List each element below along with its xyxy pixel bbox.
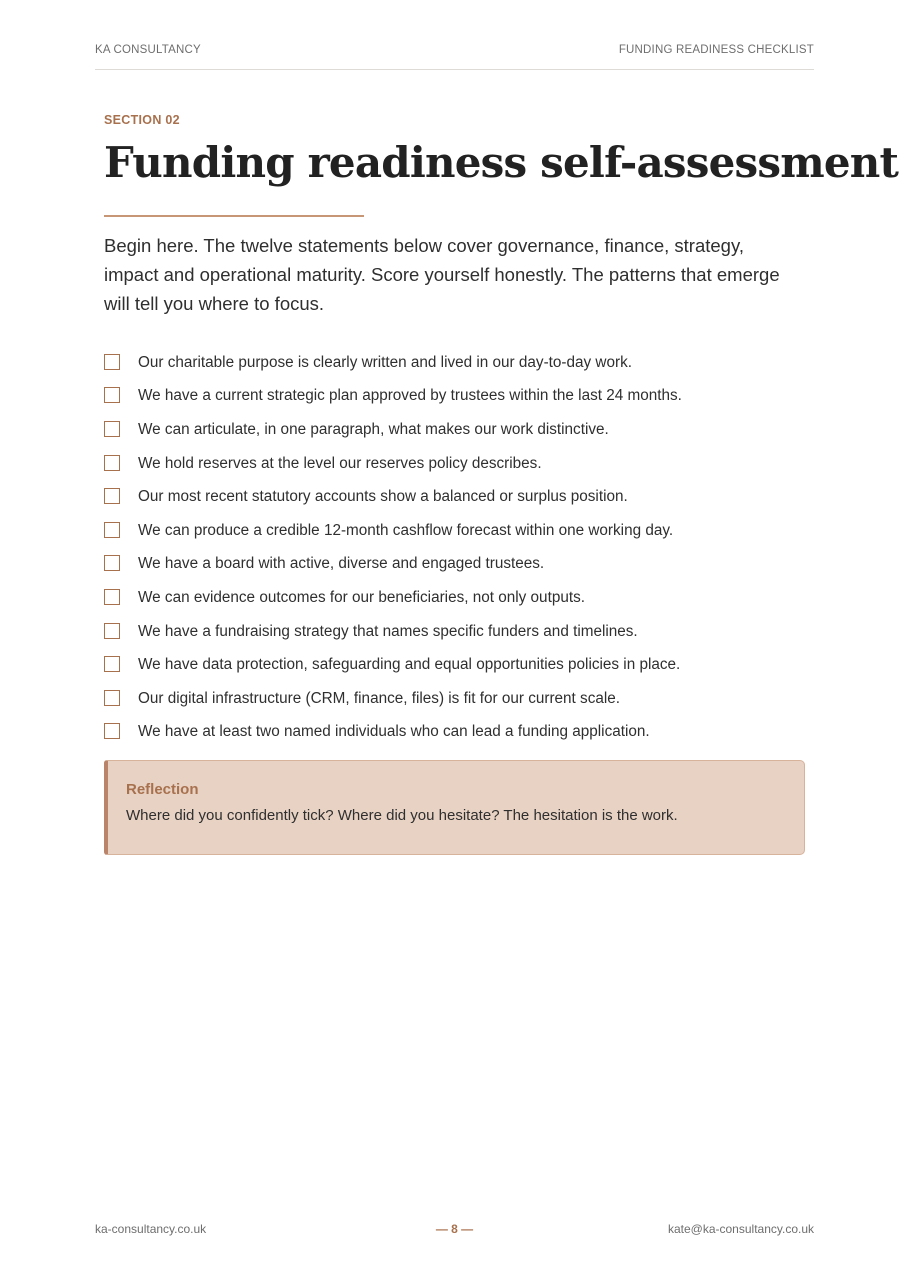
checkbox-12[interactable] (104, 723, 120, 739)
checkbox-11[interactable] (104, 690, 120, 706)
checklist-item-text: We can articulate, in one paragraph, what makes our work distinctive. (138, 420, 609, 438)
checklist-item (104, 548, 809, 582)
checkbox-7[interactable] (104, 555, 120, 571)
checklist-item-text: We hold reserves at the level our reserves policy describes. (138, 454, 542, 472)
checkbox-10[interactable] (104, 656, 120, 672)
checklist-item-text: We have data protection, safeguarding and equal opportunities policies in place. (138, 656, 681, 674)
checklist-item (104, 514, 809, 548)
intro-paragraph: Begin here. The twelve statements below cover governance, finance, strategy, impact and operational maturity. Score yourself honestly. The patterns that emerge will tell you where to focus. (104, 235, 780, 314)
header-brand: KA CONSULTANCY (95, 44, 201, 56)
checklist-item-text: We have at least two named individuals who can lead a funding application. (138, 723, 650, 741)
checkbox-1[interactable] (104, 354, 120, 370)
checklist-item (104, 413, 809, 447)
checklist-item-text: We have a current strategic plan approved by trustees within the last 24 months. (138, 387, 682, 405)
checklist-item (104, 615, 809, 649)
checklist-item-text: Our charitable purpose is clearly written and lived in our day-to-day work. (138, 353, 632, 371)
checkbox-3[interactable] (104, 421, 120, 437)
checklist-item (104, 716, 809, 750)
reflection-title: Reflection (126, 781, 199, 798)
checklist-item-text: Our digital infrastructure (CRM, finance, files) is fit for our current scale. (138, 689, 621, 707)
self-assessment-checklist (104, 346, 809, 749)
section-label: SECTION 02 (104, 113, 180, 127)
checklist-item-text: We have a board with active, diverse and engaged trustees. (138, 555, 545, 573)
checklist-item-text: Our most recent statutory accounts show a balanced or surplus position. (138, 488, 628, 506)
checklist-item (104, 648, 809, 682)
title-divider (104, 215, 364, 217)
checkbox-5[interactable] (104, 488, 120, 504)
checklist-item-text: We can evidence outcomes for our beneficiaries, not only outputs. (138, 588, 585, 606)
checklist-item (104, 346, 809, 380)
footer-website-link[interactable]: ka-consultancy.co.uk (95, 1222, 207, 1236)
checklist-item (104, 380, 809, 414)
running-header (95, 44, 814, 70)
checklist-item (104, 581, 809, 615)
checkbox-9[interactable] (104, 623, 120, 639)
checkbox-8[interactable] (104, 589, 120, 605)
footer-email-link[interactable]: kate@ka-consultancy.co.uk (667, 1222, 814, 1236)
reflection-callout (104, 760, 805, 855)
checklist-item-text: We have a fundraising strategy that names specific funders and timelines. (138, 622, 638, 640)
checklist-item (104, 682, 809, 716)
checklist-item (104, 480, 809, 514)
header-document-title: FUNDING READINESS CHECKLIST (618, 44, 814, 56)
checkbox-2[interactable] (104, 387, 120, 403)
checklist-item (104, 447, 809, 481)
checkbox-4[interactable] (104, 455, 120, 471)
checkbox-6[interactable] (104, 522, 120, 538)
checklist-item-text: We can produce a credible 12-month cashflow forecast within one working day. (138, 521, 674, 539)
page-number: — 8 — (435, 1222, 474, 1236)
page-title: Funding readiness self-assessment (104, 138, 899, 187)
reflection-text: Where did you confidently tick? Where did you hesitate? The hesitation is the work. (126, 807, 678, 824)
